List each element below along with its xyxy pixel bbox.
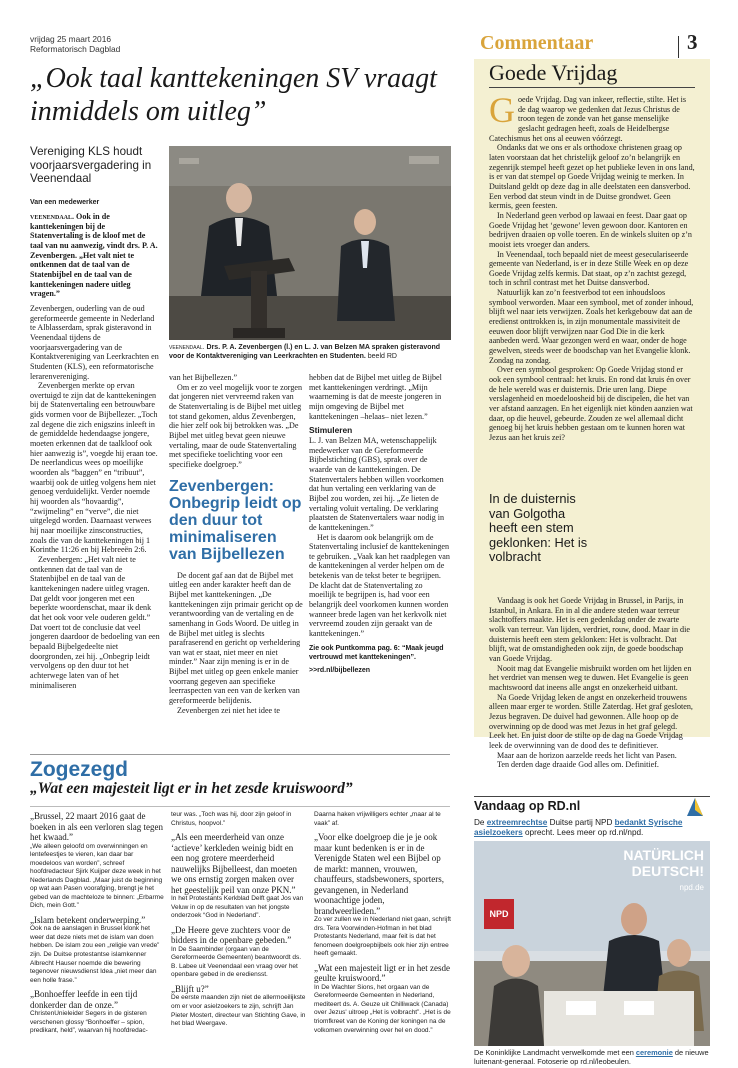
photo-banner-text: NATÜRLICH DEUTSCH! — [623, 847, 704, 879]
rdnl-title: Vandaag op RD.nl — [474, 799, 581, 813]
rdnl-teaser — [474, 818, 710, 838]
quote-text: „Brussel, 22 maart 2016 gaat de boeken in als een verloren slag tegen het kwaad.” — [30, 811, 163, 842]
quote-item — [171, 984, 307, 1029]
quote-item — [314, 963, 451, 1035]
quote-source: Daarna haken vrijwilligers echter „maar al te vaak” af. — [314, 811, 441, 827]
paragraph: Vandaag is ook het Goede Vrijdag in Brussel, in Parijs, in Istanbul, in Ankara. En in al die andere steden waar terreur slachtoffers maakte. Het is een gedenkdag onder de zwarte wolk van terreur. Van lijden, verdriet, rouw, dood. Maar in die duisternis heeft een stem geklonken: Het is volbracht. Dat blijft, wat de omstandigheden ook zijn, de goede boodschap van Goede Vrijdag. — [489, 596, 690, 663]
quote-item — [314, 811, 451, 828]
quote-source: „We alleen geloofd om overwinningen en lentefeestjes te vieren, kan daar bar moedeloos van worden”, schreef hoofdredacteur Sjirk Kuijper deze week in het Nederlands Dagblad. „Maar juist de beginning op wat aan Pasen voorafging, brengt je het gebed van de machteloze te binnen: „Erbarme Dich, mein Gott.” — [30, 842, 164, 910]
quote-item — [314, 832, 451, 959]
caption-text: Drs. P. A. Zevenbergen (l.) en L. J. van Belzen MA spraken gisteravond voor de Kontaktvereniging van Leerkrachten en Studenten. — [169, 344, 441, 360]
paragraph: Zevenbergen zei niet het idee te — [177, 705, 280, 715]
quote-text: „Als een meerderheid van onze ‘actieve’ kerkleden weinig bidt en een nog grotere meerderheid nauwelijks Bijbelleest, dan moeten we ons ernstig zorgen maken over het geestelijk peil van onze PKN.” — [171, 832, 297, 895]
npd-logo: NPD — [489, 909, 509, 919]
rdnl-photo[interactable] — [474, 841, 710, 1046]
article-headline: „Ook taal kanttekeningen SV vraagt inmiddels om uitleg” — [30, 63, 437, 127]
paragraph: Het is daarom ook belangrijk om de Statenvertaling inclusief de kanttekeningen te gebruiken. „Vaak kan het raadplegen van de kanttekeningen al verder helpen om de betekenis van de tekst beter te begrijpen. De klacht dat de Statenvertaling zo moeilijk te begrijpen is, had voor een belangrijk deel voorkomen kunnen worden wanneer brede lagen van het kerkvolk niet vervreemd zouden zijn geraakt van de kanttekeningen.” — [309, 532, 450, 639]
paragraph-text: Over een symbool gesproken: Op Goede Vrijdag stond er ook een symbool centraal: het kruis. En rond dat kruis én over de hele wereld was er duisternis. Drie uren lang. Diepe verslagenheid en moedeloosheid bij de discipelen, die het van ver afstand aanzagen. En het eigenlijk niet könden aanzien wat daar, op die heuvel, gebeurde. Zouden ze wel allemaal dicht genoeg bij het kruis hebben gestaan om te kunnen horen wat Jezus aan het kruis zei? — [489, 365, 693, 442]
commentary-rule — [489, 87, 695, 88]
article-lead — [30, 212, 160, 299]
caption-text: de nieuwe luitenant-generaal. Fotoserie op rd.nl/leobeulen. — [474, 1048, 709, 1066]
quote-source: Ook na de aanslagen in Brussel klonk het weer dat deze niets met de islam van doen hebben. De islam zou een „religie van vrede” zijn. De Duitse protestantse islamkenner Albrecht Hauser noemde die bewering tegenover nieuwsdienst Idea „niet meer dan een holle frase.” — [30, 925, 160, 984]
quote-text: „Bonhoeffer leefde in een tijd donkerder dan de onze.” — [30, 989, 138, 1010]
quote-item — [30, 811, 164, 911]
paragraph: Ondanks dat we ons er als orthodoxe christenen graag op laten voorstaan dat het christelijk geloof zo’n belangrijk en zegenrijk stempel heeft gezet op het publieke leven in ons land, is er van dat stempel op Goede Vrijdag weinig te merken. In Duitsland geldt op deze dag in alle deelstaten een dansverbod. Een verbod dat steun vindt in de Duitse grondwet. Geen kermis, geen feesten. — [489, 143, 695, 211]
zogezegd-column-2 — [171, 811, 307, 1033]
quote-source: In De Wachter Sions, het orgaan van de Gereformeerde Gemeenten in Nederland, mediteert ds. A. Geuze uit Chilliwack (Canada) over Jezus' uitroep „Het is volbracht”. „Het is de triomfkreet van de Koning der koningen na de volkomen overwinning over hel en dood.” — [314, 983, 451, 1034]
quote-item — [30, 915, 164, 985]
paragraph: Natuurlijk kan zo’n feestverbod tot een inhoudsloos symbool verworden. Maar een symbool, met of zonder inhoud, blijft wel naar iets verwijzen. Zoals het kerkgebouw dat aan de eredienst onttrokken is, in zijn monumentale massiviteit de eeuwen door blijft verwijzen naar God Die in die kerk aanbeden werd. Waar gezongen werd en waar, onder de hoge gewelven, steeds weer de boodschap van het Evangelie klonk. Zondag na zondag. — [489, 288, 694, 365]
paragraph: Na Goede Vrijdag leken de angst en onzekerheid trouwens alleen maar erger te worden. Stille Zaterdag. Het graf gesloten, Jezus begraven. De duivel had gewonnen. Alle hoop op de overwinning op de dood was met Jezus in het graf gelegd. Leek het. En juist door de stilte op de dag na Goede Vrijdag leek de overwinning van de dood des te definitiever. — [489, 692, 693, 750]
teaser-link-asielzoekers[interactable]: bedankt Syrische asielzoekers — [474, 818, 683, 837]
interheading: Zevenbergen: Onbegrip leidt op den duur tot minimaliseren van Bijbellezen — [169, 477, 302, 563]
quote-item — [171, 832, 307, 921]
teaser-text: oprecht. Lees meer op rd.nl/npd. — [522, 828, 644, 837]
dateline: veenendaal. — [30, 212, 75, 221]
zogezegd-column-3 — [314, 811, 451, 1039]
paragraph: van het Bijbellezen.” — [169, 373, 238, 382]
commentary-body-bottom — [489, 596, 695, 770]
paragraph: Ten derden dage draaide God alles om. Definitief. — [497, 760, 659, 770]
paragraph-subtitle: Stimuleren — [309, 425, 353, 436]
issue-date: vrijdag 25 maart 2016 — [30, 34, 112, 44]
paragraph: L. J. van Belzen MA, wetenschappelijk medewerker van de Gereformeerde Bijbelstichting (GBS), sprak over de waarde van de kanttekeningen. De Statenvertalers hebben willen voorkomen dat hun vertaling een verklaring van de Bijbel zou worden, zei hij. „Ze lieten de vertaling voluit vertaling. De verklaring plaatsten de Statenvertalers waar nodig in de kanttekeningen.” — [309, 435, 445, 532]
quote-text: „Islam betekent onderwerping.” — [30, 914, 146, 925]
article-subhead: Vereniging KLS houdt voorjaarsvergadering in Veenendaal — [30, 145, 152, 185]
paragraph: hebben dat de Bijbel met uitleg de Bijbel met kanttekeningen verdringt. „Mijn waarneming is dat de meeste jongeren in mijn omgeving de Bijbel met kanttekeningen –helaas– niet lezen.” — [309, 373, 442, 421]
zogezegd-title: Zogezegd — [30, 758, 128, 781]
paragraph: In Veenendaal, toch bepaald niet de meest geseculariseerde gemeente van Nederland, is er in deze Stille Week en op deze Goede Vrijdag zelfs kermis. Dat staat, op z’n zachtst gezegd, toch in schril contrast met het Duitse dansverbod. — [489, 249, 689, 288]
photo-illustration — [169, 146, 451, 340]
paragraph — [489, 90, 695, 143]
paragraph: De docent gaf aan dat de Bijbel met uitleg een ander karakter heeft dan de Bijbel met kanttekeningen. „De kanttekeningen zijn primair gericht op de verantwoording van de vertaling en de samenhang in Gods Woord. De uitleg in de Bijbel met uitleg is slechts parafraserend en gericht op verheldering van wat er staat, niet meer en niet minder.” Naar zijn mening is er in de Bijbel met uitleg op geen enkele manier voorrang gegeven aan specifieke leerraspecten van een van de kerken van gereformeerde belijdenis. — [169, 570, 303, 706]
photo-url-text: npd.de — [679, 883, 704, 892]
page-divider — [678, 36, 679, 58]
zogezegd-column-1 — [30, 811, 164, 1040]
quote-item — [30, 989, 164, 1036]
photo-caption — [169, 344, 451, 362]
article-column-3 — [309, 373, 451, 675]
paragraph — [489, 365, 695, 442]
quote-source: In het Protestants Kerkblad Delft gaat Jos van Veluw in op de resultaten van het jongste onderzoek “God in Nederland”. — [171, 895, 304, 920]
commentary-body-top — [489, 90, 695, 443]
page-number: 3 — [687, 30, 698, 54]
teaser-text: Duitse partij NPD — [547, 818, 615, 827]
quote-item — [171, 925, 307, 980]
caption-text: De Koninklijke Landmacht verwelkomde met een — [474, 1048, 636, 1057]
zogezegd-divider — [30, 806, 450, 807]
quote-source: ChristenUnieleider Segers in de gisteren verschenen glossy “Bonhoeffer – spion, predikant, held”, waarvan hij hoofdredac- — [30, 1010, 148, 1035]
quote-text: „De Heere geve zuchters voor de bidders in de openbare gebeden.” — [171, 924, 292, 946]
teaser-text: De — [474, 818, 487, 827]
article-column-1 — [30, 212, 160, 690]
caption-credit: beeld RD — [365, 352, 397, 360]
lead-text: Ook in de kanttekeningen bij de Statenvertaling is de kloof met de taal van nu aanwezig, vindt drs. P. A. Zevenbergen. „Het valt niet te ontkennen dat de taal van de Statenbijbel en de taal van de kanttekeningen nadere uitleg vragen.” — [30, 212, 158, 299]
article-photo — [169, 146, 451, 340]
quote-text: „Voor elke doelgroep die je je ook maar kunt bedenken is er in de Verenigde Staten wel een Bijbel op de markt: mannen, vrouwen, chauffeurs, stadsbewoners, sporters, gevangenen, in Nederland woonachtige joden, brandweerlieden.” — [314, 832, 445, 916]
rdnl-caption — [474, 1048, 710, 1066]
paragraph: Zevenbergen merkte op ervan overtuigd te zijn dat de kanttekeningen bij de Statenvertaling een betrouwbare gids vormen voor de Bijbellezer. „Toch zal degene die zich enigszins inleeft in de gemiddelde hedendaagse jongere, moeten erkennen dat de taalkloof ook hier aanwezig is”, voegde hij eraan toe. De neerlandicus wees op moeilijke woorden als “baggen” en “tribuut”, waarbij ook de uitleg volgens hem niet genoeg verduidelijkt. Verder noemde hij woorden als “hovaardig”, “zwijmeling” en “verve”, die niet uitgelegd worden. Daarnaast verwees hij naar moeilijke zinsconstructies, zoals die van de kanttekeningen bij 1 Korinthe 11:26 en bij Hebreeën 2:6. — [30, 381, 158, 555]
zogezegd-rule — [30, 754, 450, 755]
paragraph: In Nederland geen verbod op lawaai en feest. Daar gaat op Goede Vrijdag het ‘gewone’ leven gewoon door. Kantoren en bedrijven draaien op volle toeren. En de winkels sluiten op z’n mooist iets vroeger dan anders. — [489, 210, 692, 249]
commentary-title: Goede Vrijdag — [489, 60, 618, 85]
pull-quote: In de duisternis van Golgotha heeft een stem geklonken: Het is volbracht — [489, 491, 588, 564]
paragraph: Om er zo veel mogelijk voor te zorgen dat jongeren niet vervreemd raken van de Statenvertaling is de Bijbel met uitleg tot stand gekomen, aldus Zevenbergen, die hier zelf ook bij betrokken was. „De Bijbel met uitleg bevat geen nieuwe vertaling, maar de oude Statenvertaling met specifieke toelichting voor een specifieke doelgroep.” — [169, 382, 303, 469]
section-title: Commentaar — [480, 32, 594, 54]
paragraph: Zevenbergen: „Het valt niet te ontkennen dat de taal van de Statenbijbel en de taal van de kanttekeningen nadere uitleg vragen. Dat geldt voor jongeren met een beperkte woordenschat, maar ik denk dat het ook voor vele ouderen geldt.” Dat voert tot de conclusie dat veel jongeren daardoor de bedoeling van een bepaald Bijbelgedeelte niet doorgronden, zei hij. „Onbegrip leidt vervolgens op den duur tot het achterwege laten van of het minimaliseren — [30, 554, 160, 690]
quote-text: „Blijft u?” — [171, 983, 209, 994]
quote-source: teur was. „Toch was hij, door zijn geloof in Christus, hoopvol.” — [171, 811, 292, 827]
paragraph-text: oede Vrijdag. Dag van inkeer, reflectie, stilte. Het is de dag waarop we gedenken dat Jezus Christus de troon tegen de zonde van het ganse menselijke geslacht gedragen heeft, zoals de Heidelbergse Catechismus het ons al eeuwen vóórzegt. — [489, 95, 687, 143]
teaser-link-extreemrechtse[interactable]: extreemrechtse — [486, 818, 548, 827]
zogezegd-headline-quote: „Wat een majesteit ligt er in het zesde kruiswoord” — [30, 780, 353, 797]
paragraph: Maar aan de horizon aarzelde reeds het licht van Pasen. — [497, 750, 677, 760]
drop-cap: G — [489, 90, 515, 130]
rd-logo-icon — [683, 796, 707, 818]
article-byline: Van een medewerker — [30, 199, 100, 206]
caption-label: veenendaal. — [169, 344, 205, 351]
web-reference-link[interactable]: >>rd.nl/bijbellezen — [309, 666, 371, 674]
quote-source: In De Saambinder (orgaan van de Gereformeerde Gemeenten) beantwoordt ds. B. Labee uit Veenendaal een vraag over het openbare gebed in de erediensst. — [171, 945, 302, 979]
article-column-2 — [169, 373, 303, 715]
paragraph: Zevenbergen, ouderling van de oud gereformeerde gemeente in Nederland te Alblasserdam, sprak gisteravond in Veenendaal tijdens de voorjaarsvergadering van de Kontaktvereniging van Leerkrachten en Studenten (KLS), een reformatorische lerarenvereniging. — [30, 303, 159, 381]
cross-reference: Zie ook Puntkomma pag. 6: “Maak jeugd vertrouwd met kanttekeningen”. — [309, 644, 444, 661]
quote-text: „Wat een majesteit ligt er in het zesde geulte kruiswoord.” — [314, 962, 450, 984]
quote-source: De eerste maanden zijn niet de allermoeilijkste om er voor asielzoekers te zijn, schrijft Jan Pieter Mostert, directeur van Stichting Gave, in het blad Weergave. — [171, 994, 306, 1028]
newspaper-name: Reformatorisch Dagblad — [30, 44, 121, 54]
paragraph: Nooit mag dat Evangelie misbruikt worden om het lijden en het verdriet van mensen weg te duwen. Het Evangelie is geen machtswoord dat ineens alle angst en onzekerheid uitbant. — [489, 663, 692, 692]
caption-link-ceremonie[interactable]: ceremonie — [635, 1048, 673, 1057]
quote-item — [171, 811, 307, 828]
masthead — [30, 34, 450, 54]
rdnl-rule — [474, 796, 710, 797]
quote-source: Zo ver zullen we in Nederland niet gaan, schrijft drs. Tera Voorwinden-Hofman in het blad Protestants Nederland, maar feit is dat het fenomeen doelgroepbijbels ook hier zijn entree heeft gemaakt. — [314, 916, 451, 958]
